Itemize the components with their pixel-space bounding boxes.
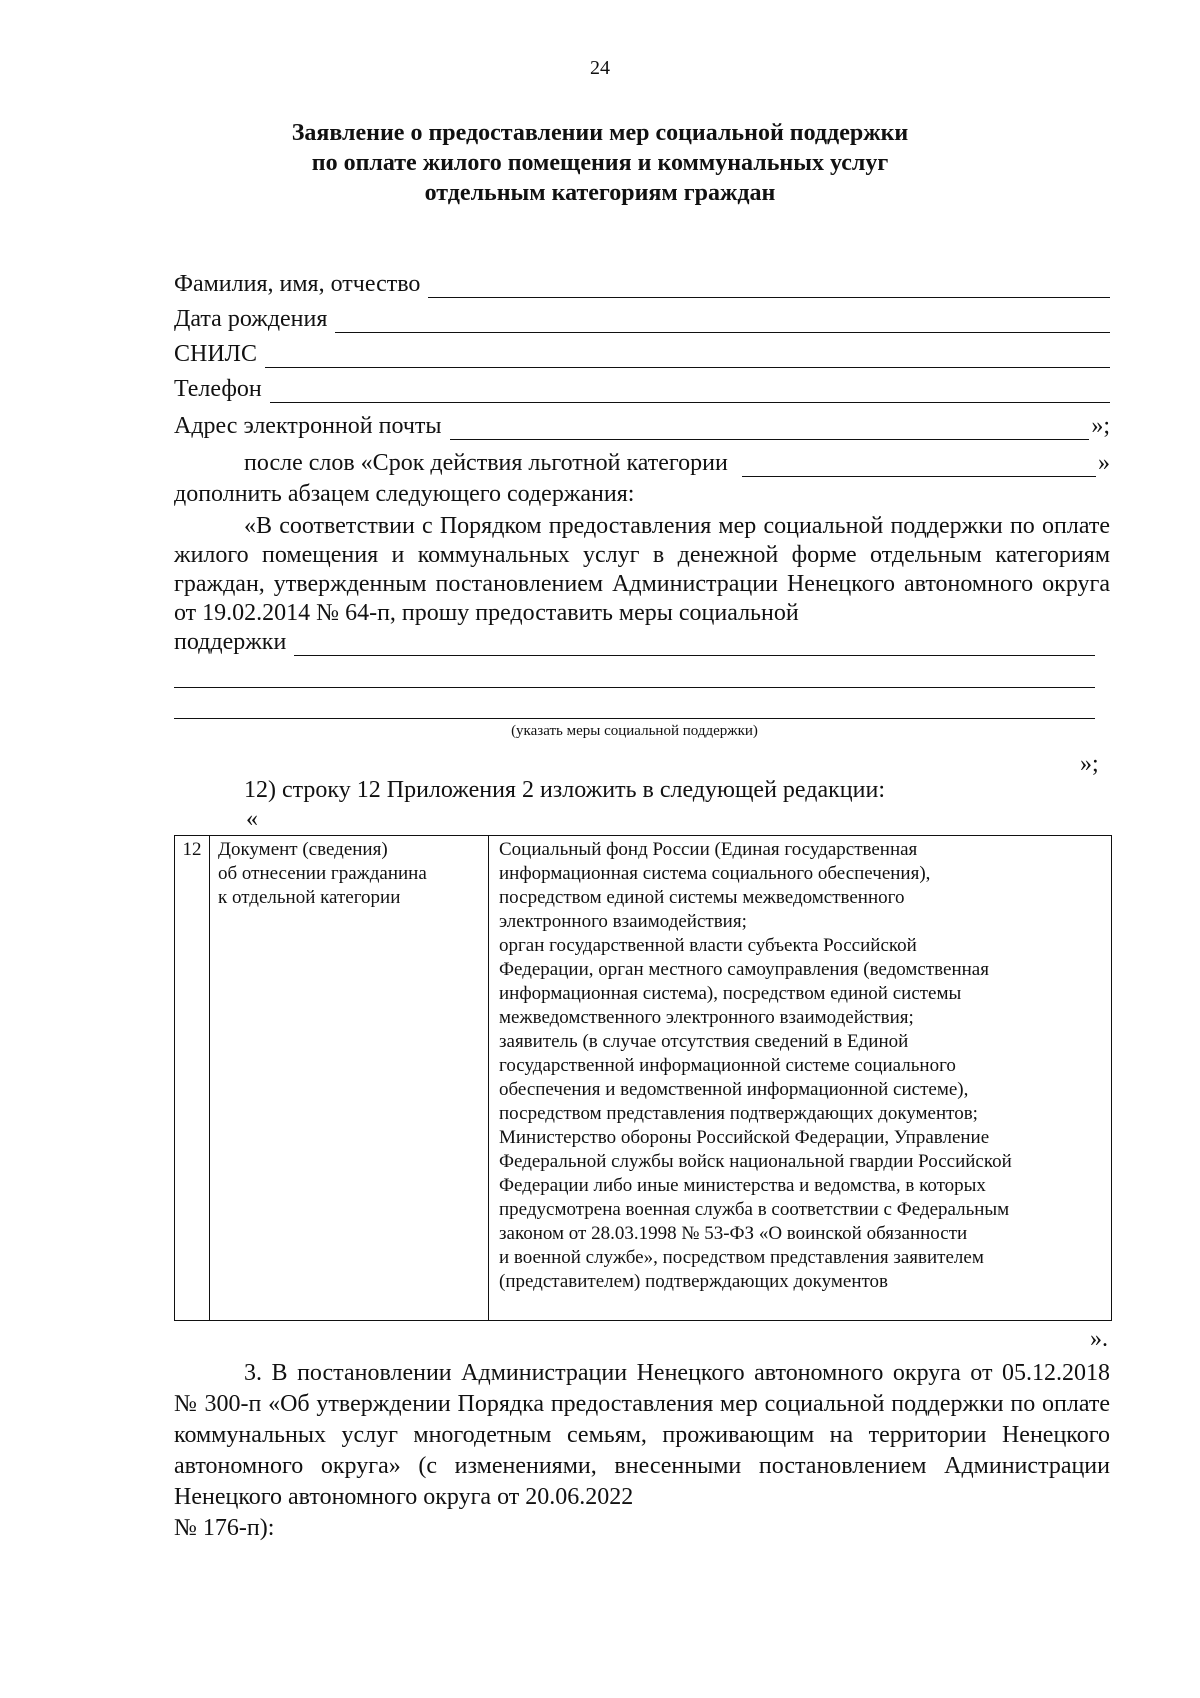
source-line: и военной службе», посредством представления заявителем xyxy=(499,1247,984,1268)
support-measures-label: поддержки xyxy=(174,629,287,655)
source-line: посредством единой системы межведомственного xyxy=(499,887,905,908)
after-words-line xyxy=(244,449,1110,477)
document-cell xyxy=(210,836,489,1321)
source-line: обеспечения и ведомственной информационной системе), xyxy=(499,1079,969,1100)
form-title xyxy=(0,118,1200,208)
source-line: Министерство обороны Российской Федерации, Управление xyxy=(499,1127,990,1148)
support-measures-field xyxy=(174,628,1095,656)
appendix-table xyxy=(174,835,1112,1321)
fio-blank-line xyxy=(428,277,1110,298)
section-3-last-line: № 176-п): xyxy=(174,1515,275,1541)
after-words-continuation: дополнить абзацем следующего содержания: xyxy=(174,481,635,507)
source-line: межведомственного электронного взаимодействия; xyxy=(499,1007,914,1028)
source-line: Федерации, орган местного самоуправления (ведомственная xyxy=(499,959,989,980)
document-line: к отдельной категории xyxy=(218,887,401,908)
birth-date-field xyxy=(174,305,1110,333)
phone-blank-line xyxy=(270,382,1110,403)
source-line: информационная система социального обеспечения), xyxy=(499,863,931,884)
fio-label: Фамилия, имя, отчество xyxy=(174,271,421,297)
table-row xyxy=(175,836,1112,1321)
phone-label: Телефон xyxy=(174,376,262,402)
source-line: государственной информационной системе социального xyxy=(499,1055,956,1076)
page-number: 24 xyxy=(590,57,610,79)
source-line: орган государственной власти субъекта Российской xyxy=(499,935,917,956)
document-line: об отнесении гражданина xyxy=(218,863,427,884)
source-line: Федеральной службы войск национальной гвардии Российской xyxy=(499,1151,1012,1172)
email-field xyxy=(174,412,1110,440)
birth-date-label: Дата рождения xyxy=(174,306,328,332)
after-words-text: после слов «Срок действия льготной категории xyxy=(244,450,728,476)
email-closing-quote: »; xyxy=(1091,413,1110,439)
quote-closing: »; xyxy=(1080,751,1099,777)
snils-blank-line xyxy=(265,347,1110,368)
source-line: Социальный фонд России (Единая государственная xyxy=(499,839,918,860)
email-blank-line xyxy=(450,419,1090,440)
quote-paragraph: «В соответствии с Порядком предоставления мер социальной поддержки по оплате жилого помещения и коммунальных услуг в денежной форме отдельным категориям граждан, утвержденным постановлением Администрации Ненецкого автономного округа от 19.02.2014 № 64-п, прошу предоставить меры социальной xyxy=(174,513,1110,626)
source-line: заявитель (в случае отсутствия сведений в Единой xyxy=(499,1031,909,1052)
source-cell xyxy=(489,836,1112,1321)
email-label: Адрес электронной почты xyxy=(174,413,442,439)
source-line: информационная система), посредством единой системы xyxy=(499,983,962,1004)
row-number-cell: 12 xyxy=(175,836,210,1321)
fio-field xyxy=(174,270,1110,298)
snils-field xyxy=(174,340,1110,368)
support-measures-blank-line-3 xyxy=(174,718,1095,719)
table-closing-quote: ». xyxy=(1090,1326,1108,1352)
title-line-1: Заявление о предоставлении мер социальной поддержки xyxy=(291,120,909,146)
support-measures-blank-line xyxy=(294,635,1095,656)
source-line: электронного взаимодействия; xyxy=(499,911,747,932)
title-line-2: по оплате жилого помещения и коммунальных услуг xyxy=(311,150,889,176)
table-opening-quote: « xyxy=(246,806,258,832)
support-measures-blank-line-2 xyxy=(174,687,1095,688)
category-term-blank-line xyxy=(742,456,1096,477)
source-line: (представителем) подтверждающих документов xyxy=(499,1271,889,1292)
phone-field xyxy=(174,375,1110,403)
source-line: посредством представления подтверждающих документов; xyxy=(499,1103,978,1124)
source-line: Федерации либо иные министерства и ведомства, в которых xyxy=(499,1175,986,1196)
support-measures-caption: (указать меры социальной поддержки) xyxy=(511,723,758,739)
source-line: предусмотрена военная служба в соответствии с Федеральным xyxy=(499,1199,1010,1220)
snils-label: СНИЛС xyxy=(174,341,257,367)
source-line: законом от 28.03.1998 № 53-ФЗ «О воинской обязанности xyxy=(499,1223,968,1244)
title-line-3: отдельным категориям граждан xyxy=(424,180,776,206)
after-words-closing-quote: » xyxy=(1098,450,1110,476)
document-line: Документ (сведения) xyxy=(218,839,388,860)
section-3-paragraph: 3. В постановлении Администрации Ненецкого автономного округа от 05.12.2018 № 300-п «Об утверждении Порядка предоставления мер социальной поддержки по оплате коммунальных услуг многодетным семьям, проживающим на территории Ненецкого автономного округа» (с изменениями, внесенными постановлением Администрации Ненецкого автономного округа от 20.06.2022 xyxy=(174,1360,1110,1510)
birth-date-blank-line xyxy=(335,312,1110,333)
item-12-text: 12) строку 12 Приложения 2 изложить в следующей редакции: xyxy=(244,777,885,803)
